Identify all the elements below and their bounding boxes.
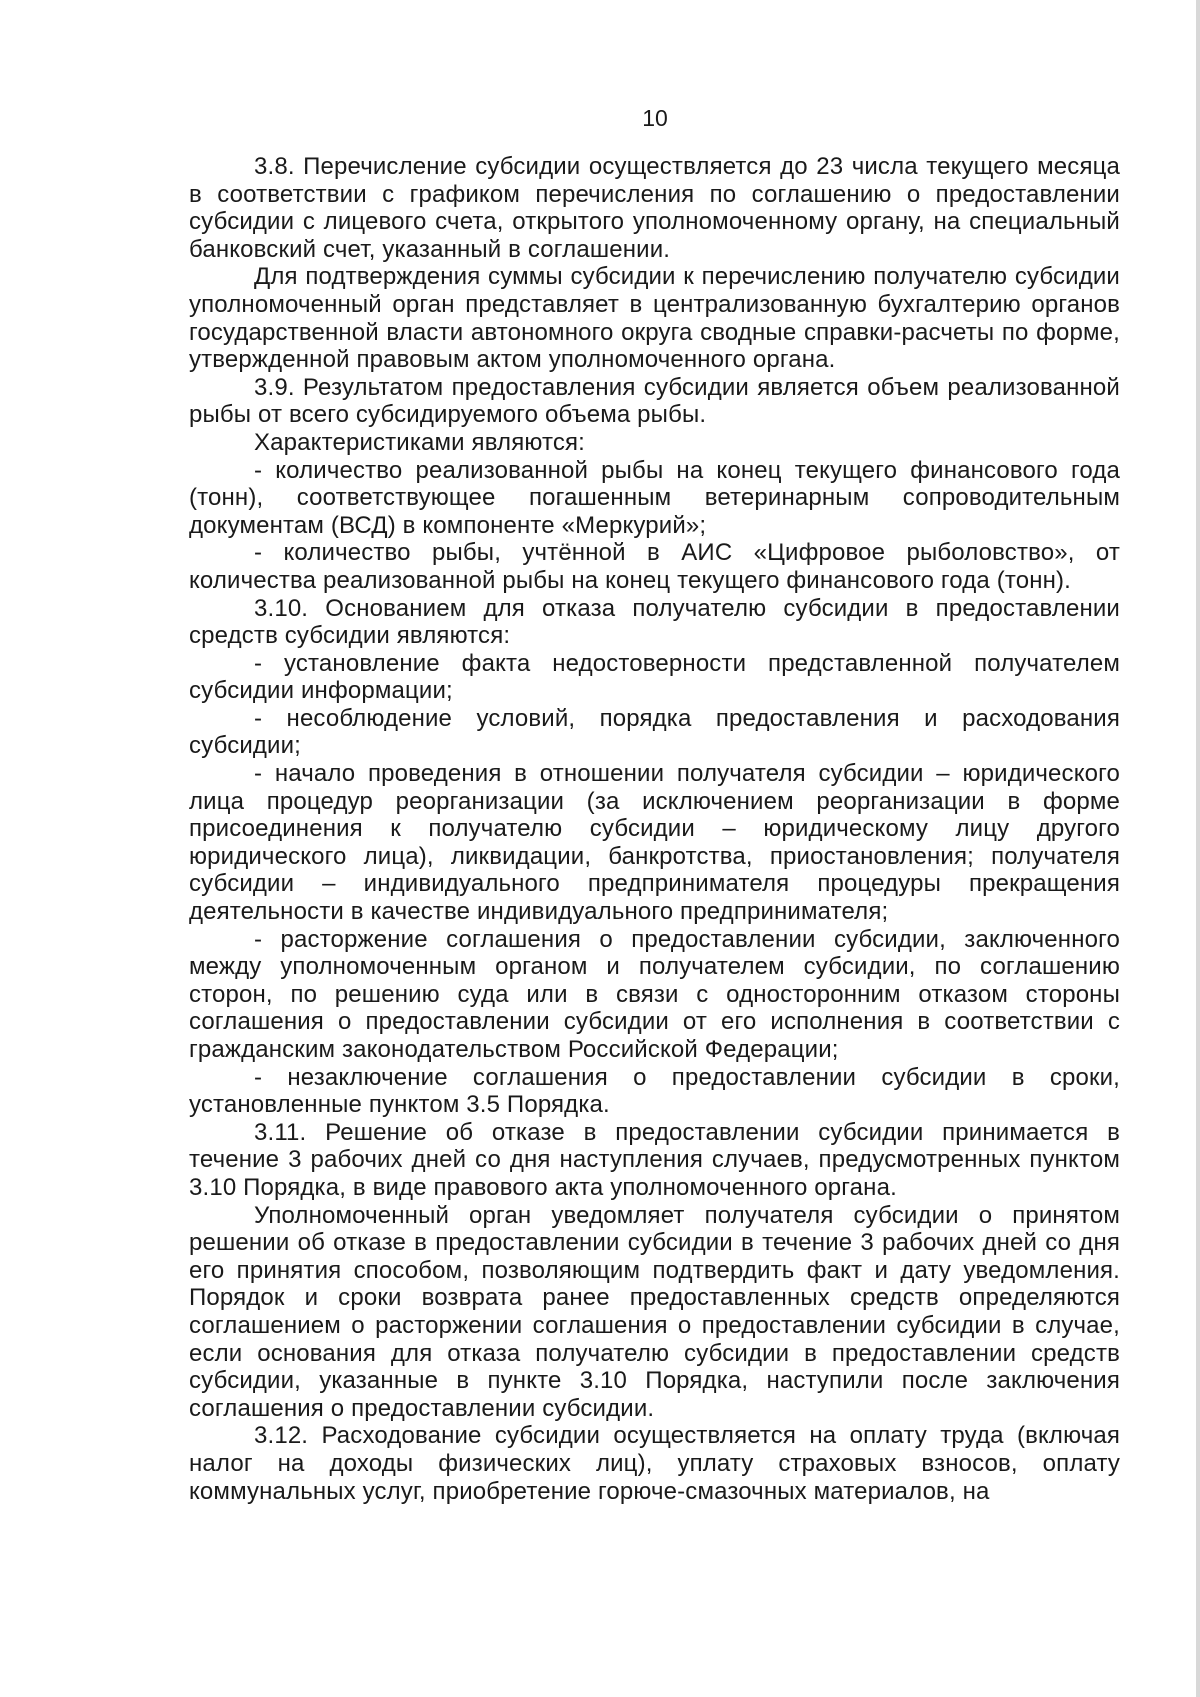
paragraph-3-11: 3.11. Решение об отказе в предоставлении субсидии принимается в течение 3 рабочих дней со дня наступления случаев, предусмотренных пунктом 3.10 Порядка, в виде правового акта уполномоченного органа. (189, 1118, 1120, 1201)
list-item-termination: - расторжение соглашения о предоставлении субсидии, заключенного между уполномоченным органом и получателем субсидии, по соглашению сторон, по решению суда или в связи с односторонним отказом стороны соглашения о предоставлении субсидии от его исполнения в соответствии с гражданским законодательством Российской Федерации; (189, 925, 1120, 1063)
list-item-noncompliance: - несоблюдение условий, порядка предоставления и расходования субсидии; (189, 704, 1120, 760)
paragraph-3-12: 3.12. Расходование субсидии осуществляется на оплату труда (включая налог на доходы физических лиц), уплату страховых взносов, оплату коммунальных услуг, приобретение горюче-смазочных материалов, на (189, 1422, 1120, 1505)
paragraph-3-9: 3.9. Результатом предоставления субсидии является объем реализованной рыбы от всего субсидируемого объема рыбы. (189, 373, 1120, 429)
paragraph-characteristics: Характеристиками являются: (254, 428, 585, 456)
list-item-digital-fishing: - количество рыбы, учтённой в АИС «Цифровое рыболовство», от количества реализованной рыбы на конец текущего финансового года (тонн). (189, 539, 1120, 594)
scan-edge-shadow (1196, 0, 1200, 1697)
list-item-mercury: - количество реализованной рыбы на конец текущего финансового года (тонн), соответствующее погашенным ветеринарным сопроводительным документам (ВСД) в компоненте «Меркурий»; (189, 456, 1120, 539)
list-item-nonconclusion: - незаключение соглашения о предоставлении субсидии в сроки, установленные пунктом 3.5 Порядка. (189, 1063, 1120, 1119)
list-item-reorganization: - начало проведения в отношении получателя субсидии – юридического лица процедур реорганизации (за исключением реорганизации в форме присоединения к получателю субсидии – юридическому лицу другого юридического лица), ликвидации, банкротства, приостановления; получателя субсидии – индивидуального предпринимателя процедуры прекращения деятельности в качестве индивидуального предпринимателя; (189, 760, 1120, 926)
paragraph-notification: Уполномоченный орган уведомляет получателя субсидии о принятом решении об отказе в предоставлении субсидии в течение 3 рабочих дней со дня его принятия способом, позволяющим подтвердить факт и дату уведомления. Порядок и сроки возврата ранее предоставленных средств определяются соглашением о расторжении соглашения о предоставлении субсидии в случае, если основания для отказа получателю субсидии в предоставлении средств субсидии, указанные в пункте 3.10 Порядка, наступили после заключения соглашения о предоставлении субсидии. (189, 1201, 1120, 1422)
paragraph-3-10: 3.10. Основанием для отказа получателю субсидии в предоставлении средств субсидии являются: (189, 594, 1120, 650)
document-body (189, 153, 1120, 1505)
page-number: 10 (642, 105, 668, 131)
paragraph-3-8: 3.8. Перечисление субсидии осуществляется до 23 числа текущего месяца в соответствии с графиком перечисления по соглашению о предоставлении субсидии с лицевого счета, открытого уполномоченному органу, на специальный банковский счет, указанный в соглашении. (189, 153, 1120, 263)
list-item-unreliable-info: - установление факта недостоверности представленной получателем субсидии информации; (189, 649, 1120, 705)
paragraph-confirmation: Для подтверждения суммы субсидии к перечислению получателю субсидии уполномоченный орган представляет в централизованную бухгалтерию органов государственной власти автономного округа сводные справки-расчеты по форме, утвержденной правовым актом уполномоченного органа. (189, 263, 1120, 374)
